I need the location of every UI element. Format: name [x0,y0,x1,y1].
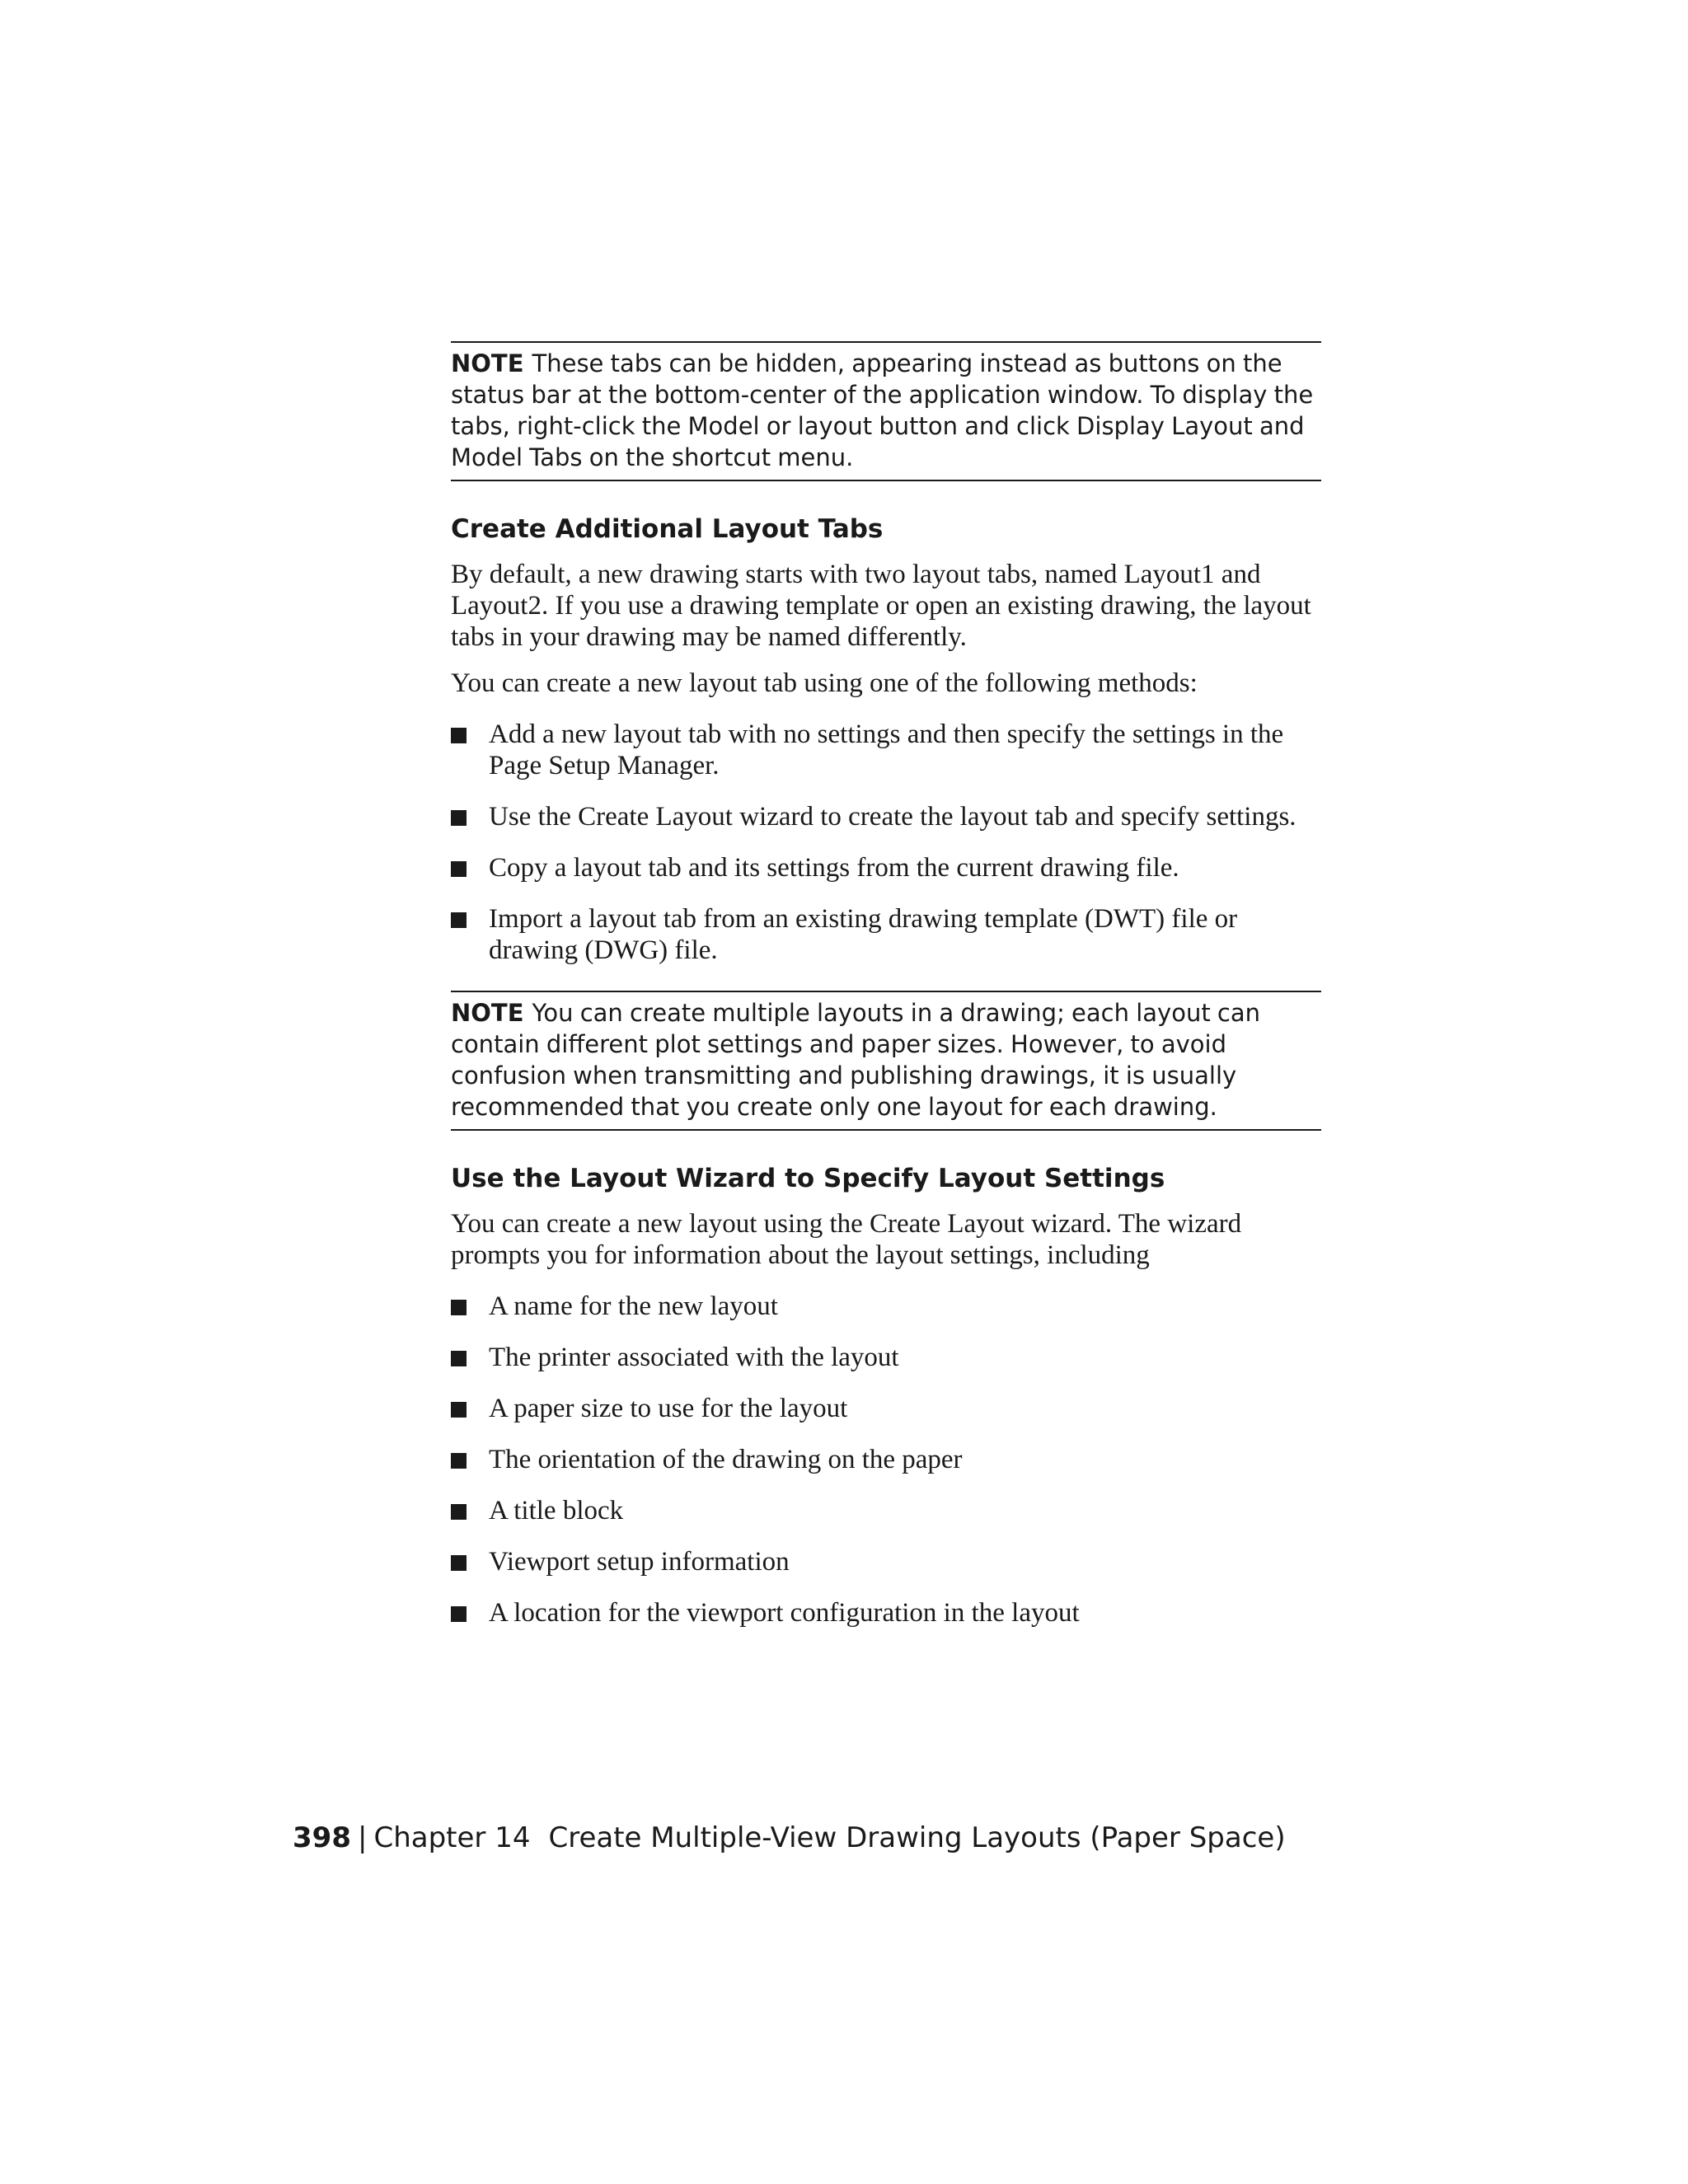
list-item-text: A location for the viewport configuration in the layout [489,1598,1080,1628]
list-item-text: Viewport setup information [489,1547,790,1577]
paragraph: You can create a new layout using the Create Layout wizard. The wizard prompts you for information about the layout settings, including [451,1209,1242,1270]
note-box [451,991,1321,1131]
list-item-text: Copy a layout tab and its settings from the current drawing file. [489,853,1179,883]
list-item [451,1495,1321,1526]
bullet-square-icon [451,1351,467,1366]
section-heading: Create Additional Layout Tabs [451,514,884,544]
bullet-list [451,1291,1321,1629]
paragraph: By default, a new drawing starts with two layout tabs, named Layout1 and Layout2. If you use a drawing template or open an existing drawing, the layout tabs in your drawing may be named differently. [451,560,1311,652]
bullet-square-icon [451,1504,467,1520]
list-item-text: A name for the new layout [489,1291,778,1321]
bullet-square-icon [451,861,467,877]
list-item [451,1342,1321,1373]
list-item [451,1444,1321,1475]
note-label: NOTE [451,999,524,1027]
list-item [451,1393,1321,1424]
note-text: These tabs can be hidden, appearing instead as buttons on the status bar at the bottom-center of the application window. To display the tabs, right-click the Model or layout button and click Display Layout and Model Tabs on the shortcut menu. [451,349,1314,471]
list-item [451,719,1321,781]
list-item-text: A paper size to use for the layout [489,1394,848,1423]
note-text: You can create multiple layouts in a drawing; each layout can contain different plot settings and paper sizes. However, to avoid confusion when transmitting and publishing drawings, it is usually recommended that you create only one layout for each drawing. [451,999,1261,1121]
list-item-text: The orientation of the drawing on the paper [489,1445,963,1474]
bullet-square-icon [451,1453,467,1469]
list-item [451,1291,1321,1322]
bullet-square-icon [451,1300,467,1315]
list-item-text: Add a new layout tab with no settings and then specify the settings in the Page Setup Manager. [489,719,1284,780]
page-footer [293,1820,1286,1856]
list-item [451,801,1321,832]
chapter-title: Create Multiple-View Drawing Layouts (Paper Space) [548,1821,1286,1854]
note-box [451,341,1321,481]
page-number: 398 [293,1821,351,1854]
list-item [451,1546,1321,1577]
list-item [451,1597,1321,1629]
list-item [451,903,1321,966]
bullet-square-icon [451,1606,467,1622]
list-item-text: The printer associated with the layout [489,1343,899,1372]
footer-separator: | [357,1821,368,1854]
list-item-text: Import a layout tab from an existing drawing template (DWT) file or drawing (DWG) file. [489,904,1238,965]
list-item [451,852,1321,883]
list-item-text: Use the Create Layout wizard to create the layout tab and specify settings. [489,802,1296,832]
bullet-square-icon [451,1555,467,1571]
note-label: NOTE [451,349,524,377]
bullet-square-icon [451,912,467,928]
section-heading: Use the Layout Wizard to Specify Layout Settings [451,1164,1165,1193]
bullet-list [451,719,1321,966]
bullet-square-icon [451,810,467,826]
paragraph: You can create a new layout tab using one of the following methods: [451,668,1198,698]
chapter-label: Chapter 14 [373,1821,531,1854]
page-body [451,341,1321,1648]
bullet-square-icon [451,728,467,743]
bullet-square-icon [451,1402,467,1418]
list-item-text: A title block [489,1496,624,1526]
